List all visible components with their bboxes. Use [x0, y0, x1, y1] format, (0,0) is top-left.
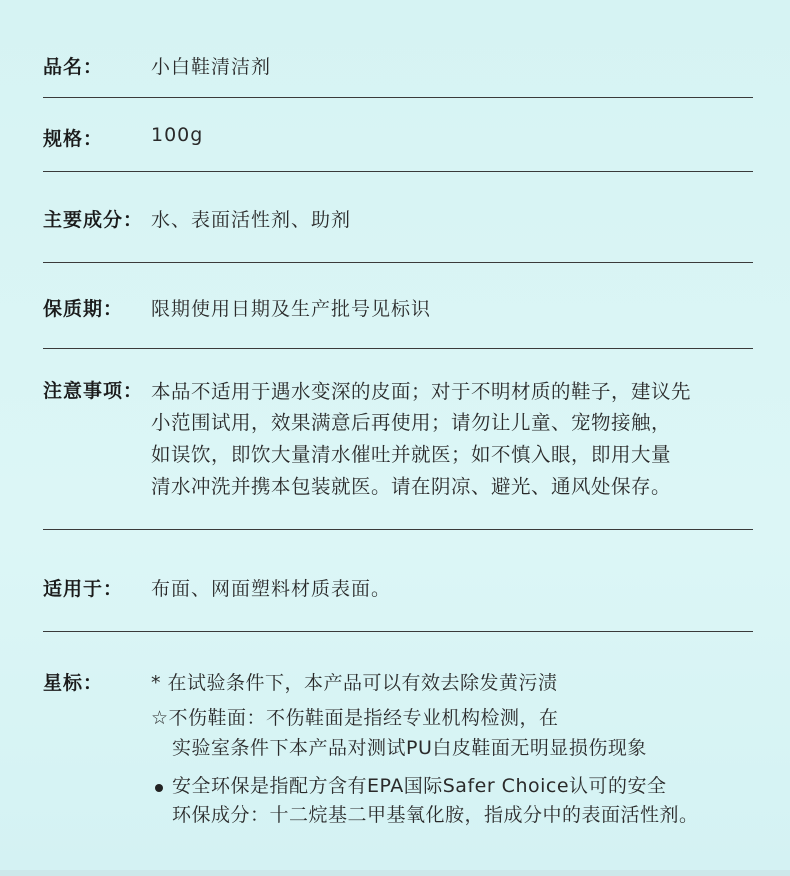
shelf-life-label: 保质期： — [43, 298, 124, 320]
spec-value: 100g — [151, 124, 204, 146]
divider — [43, 97, 753, 98]
divider — [43, 262, 753, 263]
cautions-line: 如误饮，即饮大量清水催吐并就医；如不慎入眼，即用大量 — [151, 443, 672, 466]
divider — [43, 171, 753, 172]
shelf-life-value: 限期使用日期及生产批号见标识 — [151, 298, 432, 320]
divider — [43, 631, 753, 632]
white-star-note-line1: ☆不伤鞋面：不伤鞋面是指经专业机构检测，在 — [151, 707, 559, 729]
asterisk-note: * 在试验条件下，本产品可以有效去除发黄污渍 — [151, 672, 558, 694]
applicable-value: 布面、网面塑料材质表面。 — [151, 578, 392, 600]
white-star-note-line2: 实验室条件下本产品对测试PU白皮鞋面无明显损伤现象 — [172, 737, 647, 759]
cautions-label: 注意事项： — [43, 380, 144, 402]
cautions-line: 小范围试用，效果满意后再使用；请勿让儿童、宠物接触， — [151, 411, 672, 434]
bottom-strip — [0, 870, 790, 876]
cautions-line: 本品不适用于遇水变深的皮面；对于不明材质的鞋子，建议先 — [151, 380, 692, 403]
cautions-line: 清水冲洗并携本包装就医。请在阴凉、避光、通风处保存。 — [151, 475, 672, 498]
product-name-label: 品名： — [43, 56, 104, 78]
asterisk-label: 星标： — [43, 672, 104, 694]
ingredients-label: 主要成分： — [43, 209, 144, 231]
product-name-value: 小白鞋清洁剂 — [151, 56, 272, 78]
spec-label: 规格： — [43, 128, 104, 150]
divider — [43, 348, 753, 349]
eco-note-line1: 安全环保是指配方含有EPA国际Safer Choice认可的安全 — [172, 775, 667, 797]
applicable-label: 适用于： — [43, 578, 124, 600]
ingredients-value: 水、表面活性剂、助剂 — [151, 209, 352, 231]
eco-note-line2: 环保成分：十二烷基二甲基氧化胺，指成分中的表面活性剂。 — [172, 804, 699, 826]
divider — [43, 529, 753, 530]
bullet-dot-icon — [155, 784, 163, 792]
